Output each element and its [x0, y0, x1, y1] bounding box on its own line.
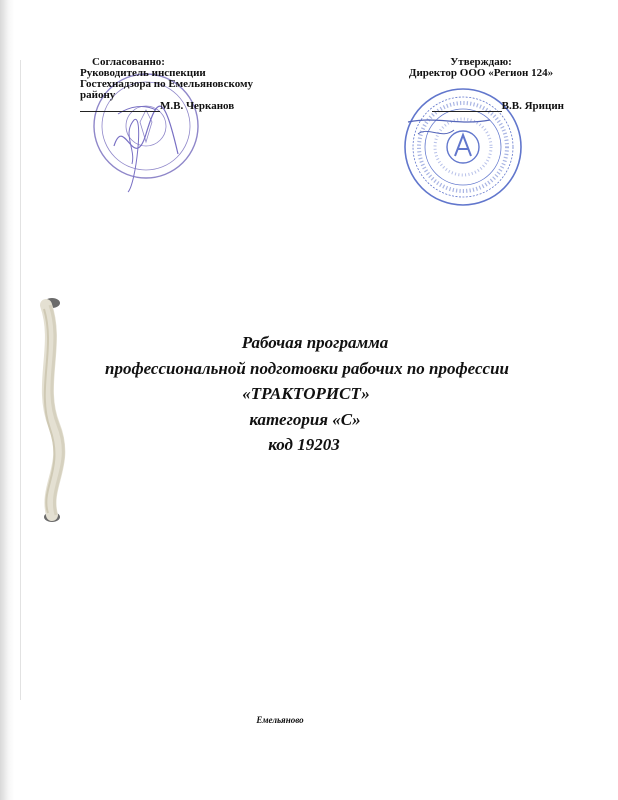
title-line3: «ТРАКТОРИСТ»: [242, 384, 370, 403]
title-line5: код 19203: [268, 435, 340, 454]
approval-left-signature-row: [80, 101, 253, 112]
approval-left-line2: Гостехнадзора по Емельяновскому: [80, 78, 253, 90]
approval-left-heading: Согласованно:: [92, 56, 165, 68]
approval-left-signature-name: М.В. Черканов: [160, 100, 235, 112]
title-line2: профессиональной подготовки рабочих по профессии: [104, 358, 509, 378]
title-line4: категория «С»: [249, 409, 361, 429]
approval-left-line3: району: [80, 89, 116, 101]
title-line1: Рабочая программа: [241, 333, 389, 352]
approval-right-signature-row: [396, 101, 566, 112]
approval-right-line1: Директор ООО «Регион 124»: [408, 67, 554, 79]
approval-block-left: [80, 57, 253, 112]
approval-right-heading: Утверждаю:: [450, 56, 512, 68]
footer-city: Емельяново: [256, 715, 304, 725]
approval-block-right: [396, 57, 566, 112]
document-title: [0, 330, 618, 458]
signature-line: [432, 101, 502, 112]
signature-line: [80, 101, 160, 112]
approval-left-line1: Руководитель инспекции: [80, 67, 206, 79]
approval-right-signature-name: В.В. Ярицин: [501, 100, 564, 112]
